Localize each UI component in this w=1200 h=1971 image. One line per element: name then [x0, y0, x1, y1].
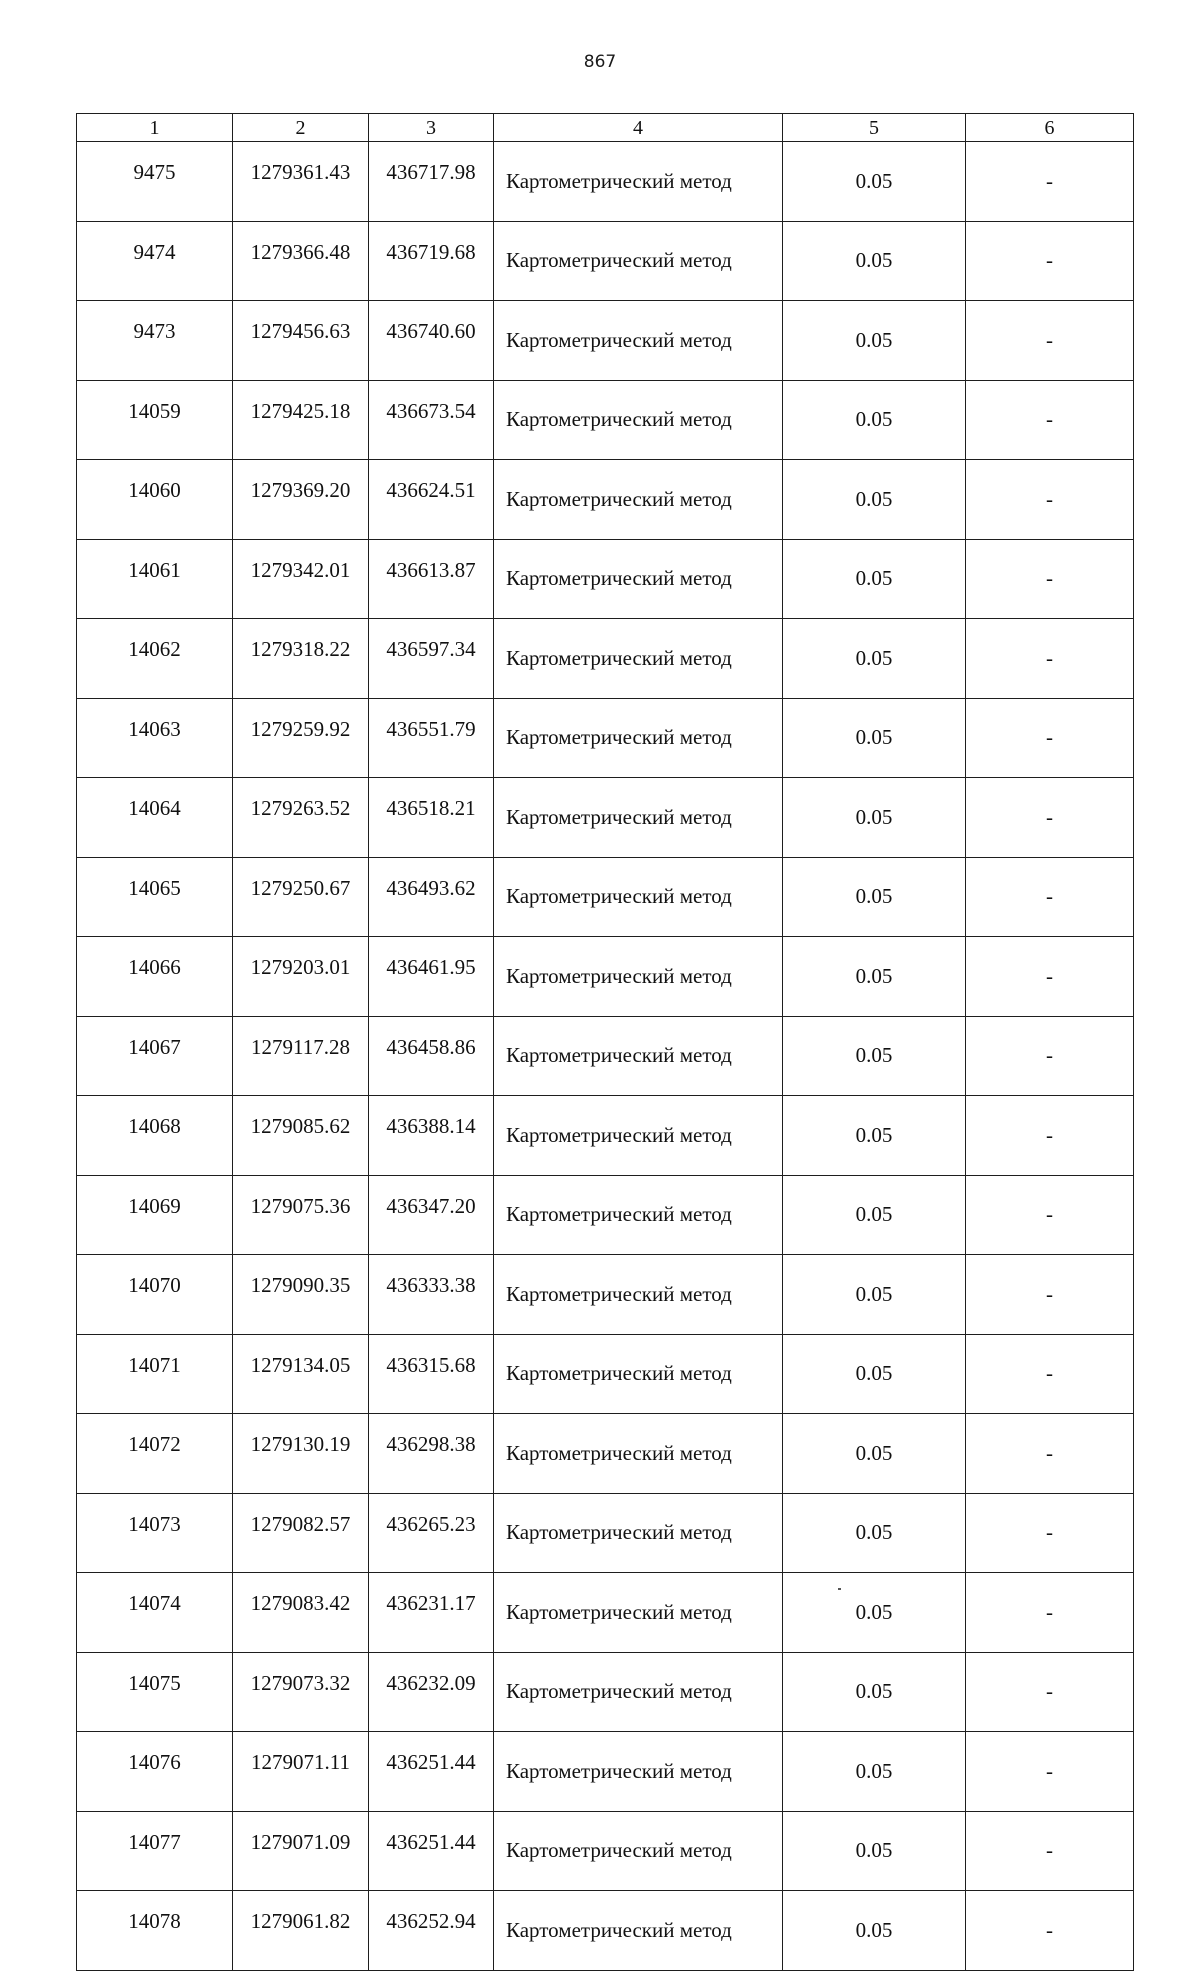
coordinate-y-cell: 436717.98 [369, 142, 494, 222]
point-number-cell: 14077 [77, 1811, 233, 1891]
method-cell: Картометрический метод [494, 142, 783, 222]
table-row [77, 1652, 1134, 1732]
method-cell: Картометрический метод [494, 1096, 783, 1176]
table-row [77, 1334, 1134, 1414]
accuracy-cell: 0.05 [783, 1732, 966, 1812]
method-cell: Картометрический метод [494, 1891, 783, 1971]
note-cell: - [966, 1573, 1134, 1653]
note-cell: - [966, 937, 1134, 1017]
coordinate-x-cell: 1279456.63 [233, 301, 369, 381]
coordinate-x-cell: 1279075.36 [233, 1175, 369, 1255]
coordinate-y-cell: 436232.09 [369, 1652, 494, 1732]
table-row [77, 1811, 1134, 1891]
column-header-2: 2 [233, 114, 369, 142]
coordinate-x-cell: 1279117.28 [233, 1016, 369, 1096]
accuracy-cell: 0.05 [783, 1891, 966, 1971]
note-cell: - [966, 460, 1134, 540]
table-row [77, 1175, 1134, 1255]
coordinate-y-cell: 436461.95 [369, 937, 494, 1017]
accuracy-cell: 0.05 [783, 1573, 966, 1653]
coordinate-y-cell: 436493.62 [369, 857, 494, 937]
coordinate-x-cell: 1279134.05 [233, 1334, 369, 1414]
coordinate-y-cell: 436740.60 [369, 301, 494, 381]
method-cell: Картометрический метод [494, 301, 783, 381]
accuracy-cell: 0.05 [783, 1652, 966, 1732]
method-cell: Картометрический метод [494, 1414, 783, 1494]
table-row [77, 1096, 1134, 1176]
accuracy-cell: 0.05 [783, 1414, 966, 1494]
point-number-cell: 14071 [77, 1334, 233, 1414]
accuracy-cell: 0.05 [783, 301, 966, 381]
point-number-cell: 14060 [77, 460, 233, 540]
note-cell: - [966, 1016, 1134, 1096]
accuracy-cell: 0.05 [783, 380, 966, 460]
note-cell: - [966, 1493, 1134, 1573]
point-number-cell: 9474 [77, 221, 233, 301]
note-cell: - [966, 1334, 1134, 1414]
coordinate-x-cell: 1279082.57 [233, 1493, 369, 1573]
note-cell: - [966, 1732, 1134, 1812]
table-row [77, 619, 1134, 699]
point-number-cell: 14076 [77, 1732, 233, 1812]
point-number-cell: 14065 [77, 857, 233, 937]
accuracy-cell: 0.05 [783, 460, 966, 540]
coordinate-x-cell: 1279318.22 [233, 619, 369, 699]
coordinate-x-cell: 1279085.62 [233, 1096, 369, 1176]
coordinate-x-cell: 1279263.52 [233, 778, 369, 858]
accuracy-cell: 0.05 [783, 698, 966, 778]
table-row [77, 937, 1134, 1017]
accuracy-cell: 0.05 [783, 1016, 966, 1096]
point-number-cell: 14068 [77, 1096, 233, 1176]
method-cell: Картометрический метод [494, 539, 783, 619]
note-cell: - [966, 619, 1134, 699]
method-cell: Картометрический метод [494, 1652, 783, 1732]
method-cell: Картометрический метод [494, 1732, 783, 1812]
point-number-cell: 14073 [77, 1493, 233, 1573]
accuracy-cell: 0.05 [783, 1096, 966, 1176]
table-row [77, 1016, 1134, 1096]
note-cell: - [966, 857, 1134, 937]
method-cell: Картометрический метод [494, 937, 783, 1017]
coordinate-y-cell: 436673.54 [369, 380, 494, 460]
accuracy-cell: 0.05 [783, 619, 966, 699]
coordinate-x-cell: 1279366.48 [233, 221, 369, 301]
note-cell: - [966, 778, 1134, 858]
coordinates-table [76, 113, 1134, 1971]
accuracy-cell: 0.05 [783, 221, 966, 301]
coordinate-x-cell: 1279071.09 [233, 1811, 369, 1891]
column-header-4: 4 [494, 114, 783, 142]
method-cell: Картометрический метод [494, 1811, 783, 1891]
column-header-3: 3 [369, 114, 494, 142]
point-number-cell: 14061 [77, 539, 233, 619]
method-cell: Картометрический метод [494, 221, 783, 301]
accuracy-cell: 0.05 [783, 1493, 966, 1573]
coordinate-y-cell: 436518.21 [369, 778, 494, 858]
table-row [77, 698, 1134, 778]
table-row [77, 1891, 1134, 1971]
column-header-1: 1 [77, 114, 233, 142]
coordinate-y-cell: 436231.17 [369, 1573, 494, 1653]
point-number-cell: 9473 [77, 301, 233, 381]
method-cell: Картометрический метод [494, 1493, 783, 1573]
table-row [77, 301, 1134, 381]
coordinate-x-cell: 1279250.67 [233, 857, 369, 937]
method-cell: Картометрический метод [494, 1573, 783, 1653]
coordinate-x-cell: 1279071.11 [233, 1732, 369, 1812]
coordinate-x-cell: 1279130.19 [233, 1414, 369, 1494]
accuracy-cell: 0.05 [783, 539, 966, 619]
note-cell: - [966, 1175, 1134, 1255]
table-row [77, 1414, 1134, 1494]
note-cell: - [966, 221, 1134, 301]
method-cell: Картометрический метод [494, 1175, 783, 1255]
coordinate-x-cell: 1279259.92 [233, 698, 369, 778]
method-cell: Картометрический метод [494, 380, 783, 460]
method-cell: Картометрический метод [494, 698, 783, 778]
accuracy-cell: 0.05 [783, 142, 966, 222]
point-number-cell: 14074 [77, 1573, 233, 1653]
coordinate-y-cell: 436719.68 [369, 221, 494, 301]
coordinate-y-cell: 436251.44 [369, 1811, 494, 1891]
table-row [77, 1255, 1134, 1335]
point-number-cell: 14067 [77, 1016, 233, 1096]
page-number: 867 [583, 52, 617, 72]
note-cell: - [966, 142, 1134, 222]
coordinate-x-cell: 1279061.82 [233, 1891, 369, 1971]
table-row [77, 1493, 1134, 1573]
coordinate-x-cell: 1279342.01 [233, 539, 369, 619]
point-number-cell: 14075 [77, 1652, 233, 1732]
point-number-cell: 14069 [77, 1175, 233, 1255]
coordinate-x-cell: 1279090.35 [233, 1255, 369, 1335]
header-row [77, 114, 1134, 142]
point-number-cell: 14066 [77, 937, 233, 1017]
method-cell: Картометрический метод [494, 1334, 783, 1414]
table-row [77, 778, 1134, 858]
accuracy-cell: 0.05 [783, 1255, 966, 1335]
point-number-cell: 14078 [77, 1891, 233, 1971]
method-cell: Картометрический метод [494, 778, 783, 858]
table-row [77, 1573, 1134, 1653]
coordinate-y-cell: 436458.86 [369, 1016, 494, 1096]
note-cell: - [966, 1652, 1134, 1732]
table-row [77, 539, 1134, 619]
point-number-cell: 14059 [77, 380, 233, 460]
note-cell: - [966, 380, 1134, 460]
method-cell: Картометрический метод [494, 619, 783, 699]
note-cell: - [966, 1891, 1134, 1971]
coordinate-y-cell: 436315.68 [369, 1334, 494, 1414]
coordinate-y-cell: 436613.87 [369, 539, 494, 619]
point-number-cell: 9475 [77, 142, 233, 222]
note-cell: - [966, 1255, 1134, 1335]
note-cell: - [966, 539, 1134, 619]
method-cell: Картометрический метод [494, 857, 783, 937]
accuracy-cell: 0.05 [783, 778, 966, 858]
coordinate-x-cell: 1279203.01 [233, 937, 369, 1017]
scan-speck [838, 1588, 841, 1590]
point-number-cell: 14070 [77, 1255, 233, 1335]
note-cell: - [966, 301, 1134, 381]
column-header-5: 5 [783, 114, 966, 142]
accuracy-cell: 0.05 [783, 937, 966, 1017]
method-cell: Картометрический метод [494, 460, 783, 540]
note-cell: - [966, 698, 1134, 778]
column-header-6: 6 [966, 114, 1134, 142]
table-row [77, 460, 1134, 540]
point-number-cell: 14072 [77, 1414, 233, 1494]
note-cell: - [966, 1811, 1134, 1891]
method-cell: Картометрический метод [494, 1016, 783, 1096]
table-row [77, 857, 1134, 937]
coordinate-y-cell: 436252.94 [369, 1891, 494, 1971]
coordinate-y-cell: 436597.34 [369, 619, 494, 699]
accuracy-cell: 0.05 [783, 1811, 966, 1891]
coordinate-y-cell: 436333.38 [369, 1255, 494, 1335]
table-row [77, 380, 1134, 460]
note-cell: - [966, 1414, 1134, 1494]
coordinate-y-cell: 436624.51 [369, 460, 494, 540]
coordinate-y-cell: 436265.23 [369, 1493, 494, 1573]
point-number-cell: 14064 [77, 778, 233, 858]
coordinate-y-cell: 436298.38 [369, 1414, 494, 1494]
coordinate-x-cell: 1279369.20 [233, 460, 369, 540]
point-number-cell: 14063 [77, 698, 233, 778]
table-row [77, 142, 1134, 222]
coordinate-y-cell: 436388.14 [369, 1096, 494, 1176]
coordinate-y-cell: 436347.20 [369, 1175, 494, 1255]
accuracy-cell: 0.05 [783, 1175, 966, 1255]
note-cell: - [966, 1096, 1134, 1176]
accuracy-cell: 0.05 [783, 857, 966, 937]
coordinate-y-cell: 436551.79 [369, 698, 494, 778]
method-cell: Картометрический метод [494, 1255, 783, 1335]
accuracy-cell: 0.05 [783, 1334, 966, 1414]
coordinate-x-cell: 1279425.18 [233, 380, 369, 460]
table-row [77, 1732, 1134, 1812]
point-number-cell: 14062 [77, 619, 233, 699]
coordinate-y-cell: 436251.44 [369, 1732, 494, 1812]
table-row [77, 221, 1134, 301]
coordinate-x-cell: 1279073.32 [233, 1652, 369, 1732]
coordinate-x-cell: 1279083.42 [233, 1573, 369, 1653]
coordinate-x-cell: 1279361.43 [233, 142, 369, 222]
